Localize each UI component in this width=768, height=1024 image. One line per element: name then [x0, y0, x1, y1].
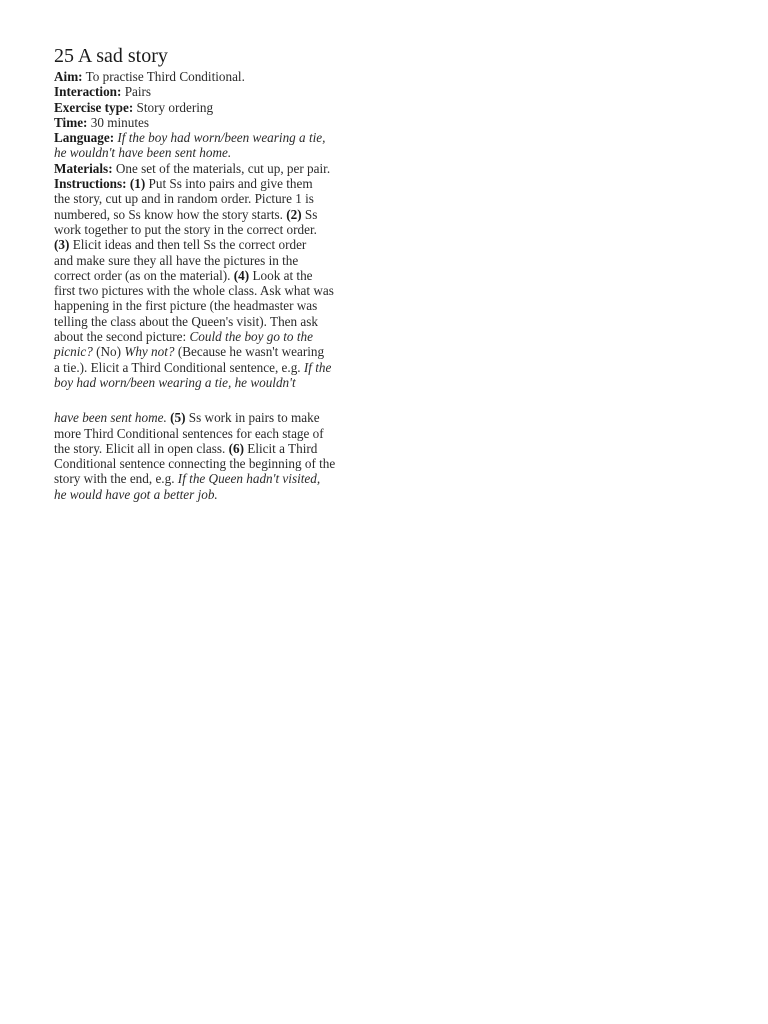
- instructions-text: a tie.). Elicit a Third Conditional sentence, e.g.: [54, 359, 301, 375]
- instructions-line-13: [54, 360, 394, 375]
- instructions-text: (Because he wasn't wearing: [177, 344, 325, 360]
- instructions-line-18: Conditional sentence connecting the beginning of the: [54, 456, 336, 472]
- instructions-text: Elicit ideas and then tell Ss the correct order: [72, 237, 307, 253]
- language-example-1: If the boy had worn/been wearing a tie,: [117, 130, 326, 146]
- interaction-line: [54, 84, 394, 99]
- materials-line: [54, 161, 394, 176]
- language-example-2: he wouldn't have been sent home.: [54, 145, 232, 161]
- exercise-type-text: Story ordering: [136, 99, 214, 115]
- step-6-number: (6): [228, 440, 244, 456]
- column-gap: [54, 390, 394, 410]
- instructions-text: Put Ss into pairs and give them: [148, 176, 313, 192]
- aim-label: Aim:: [54, 69, 83, 84]
- instructions-text: Look at the: [252, 267, 313, 283]
- instructions-line-16: more Third Conditional sentences for each stage of: [54, 425, 324, 441]
- instructions-line-15: [54, 410, 394, 425]
- step-2-number: (2): [286, 206, 302, 222]
- instructions-line-3: [54, 207, 394, 222]
- example-sentence: he would have got a better job.: [54, 486, 218, 502]
- interaction-label: Interaction:: [54, 84, 122, 100]
- instructions-line-17: [54, 441, 394, 456]
- aim-line: [54, 69, 394, 84]
- example-sentence: have been sent home.: [54, 410, 167, 426]
- materials-label: Materials:: [54, 160, 113, 176]
- interaction-text: Pairs: [124, 84, 152, 100]
- time-line: [54, 115, 394, 130]
- instructions-text: numbered, so Ss know how the story starts.: [54, 206, 283, 222]
- step-3-number: (3): [54, 237, 70, 253]
- instructions-label: Instructions:: [54, 176, 127, 192]
- step-1-number: (1): [129, 176, 146, 192]
- instructions-text: story with the end, e.g.: [54, 471, 175, 487]
- instructions-text: (No): [96, 344, 122, 360]
- instructions-text: Ss: [304, 206, 318, 222]
- instructions-line-11: [54, 329, 394, 344]
- materials-text: One set of the materials, cut up, per pair.: [115, 160, 331, 176]
- exercise-type-label: Exercise type:: [54, 99, 134, 115]
- instructions-line-12: [54, 344, 394, 359]
- instructions-line-19: [54, 471, 394, 486]
- instructions-text: correct order (as on the material).: [54, 267, 231, 283]
- page-title: 25 A sad story: [54, 45, 168, 67]
- step-4-number: (4): [233, 267, 250, 283]
- example-question: picnic?: [54, 344, 93, 360]
- instructions-text: Elicit a Third: [247, 440, 318, 456]
- time-label: Time:: [54, 114, 88, 130]
- instructions-line-20: [54, 487, 394, 502]
- example-sentence: boy had worn/been wearing a tie, he wouldn't: [54, 374, 296, 390]
- language-line-2: [54, 145, 394, 160]
- instructions-line-4: work together to put the story in the correct order.: [54, 221, 317, 237]
- instructions-line-2: the story, cut up and in random order. Picture 1 is: [54, 191, 314, 207]
- language-label: Language:: [54, 130, 115, 146]
- example-sentence: If the Queen hadn't visited,: [177, 471, 321, 487]
- aim-text: To practise Third Conditional.: [85, 69, 245, 84]
- instructions-line-5: [54, 237, 394, 252]
- example-sentence: If the: [303, 359, 332, 375]
- instructions-text: the story. Elicit all in open class.: [54, 440, 226, 456]
- instructions-line-1: [54, 176, 394, 191]
- instructions-line-8: first two pictures with the whole class. Ask what was: [54, 283, 334, 299]
- instructions-line-7: [54, 268, 394, 283]
- exercise-type-line: [54, 100, 394, 115]
- step-5-number: (5): [170, 410, 186, 426]
- time-text: 30 minutes: [90, 114, 149, 130]
- instructions-text: Ss work in pairs to make: [188, 410, 320, 426]
- language-line: [54, 130, 394, 145]
- instructions-line-10: telling the class about the Queen's visit). Then ask: [54, 313, 318, 329]
- instructions-line-6: and make sure they all have the pictures in the: [54, 252, 299, 268]
- example-question: Why not?: [124, 344, 175, 360]
- instructions-line-9: happening in the first picture (the headmaster was: [54, 298, 318, 314]
- instructions-line-14: [54, 375, 394, 390]
- activity-page: [54, 44, 394, 502]
- example-question: Could the boy go to the: [189, 329, 313, 345]
- instructions-text: about the second picture:: [54, 329, 187, 345]
